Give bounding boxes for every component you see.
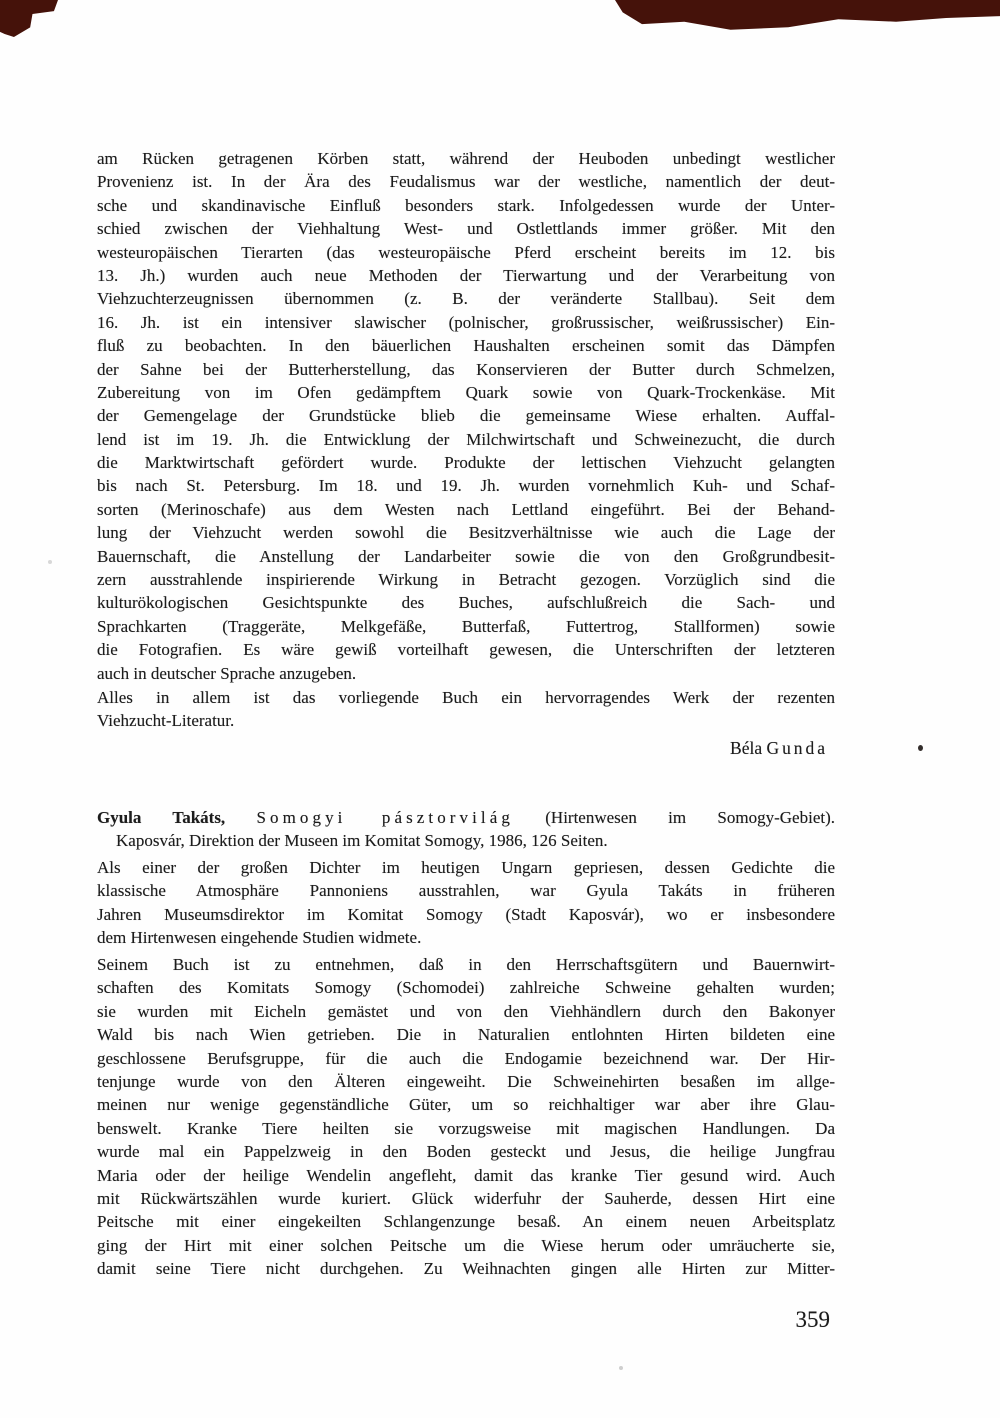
- text-line: sche und skandinavische Einfluß besonders stark. Infolgedessen wurde der Unter-: [97, 195, 835, 215]
- text-line: 16. Jh. ist ein intensiver slawischer (polnischer, großrussischer, weißrussischer) Ein-: [97, 312, 835, 332]
- text-line: der Gemengelage der Grundstücke blieb die gemeinsame Wiese erhalten. Auffal-: [97, 406, 835, 426]
- heading-line: [97, 806, 835, 829]
- text-line: wurde mal ein Pappelzweig in den Boden gesteckt und Jesus, die heilige Jungfrau: [97, 1142, 835, 1162]
- text-line: Maria oder der heilige Wendelin angefleht, damit das kranke Tier gesund wird. Auch: [97, 1165, 835, 1185]
- text-line: mit Rückwärtszählen wurde kuriert. Glück widerfuhr der Sauherde, dessen Hirt eine: [97, 1188, 835, 1208]
- text-line: lend ist im 19. Jh. die Entwicklung der Milchwirtschaft und Schweinezucht, die durch: [97, 429, 835, 449]
- text-line: die Marktwirtschaft gefördert wurde. Produkte der lettischen Viehzucht gelangten: [97, 453, 835, 473]
- review-lettland-body: [97, 147, 835, 685]
- text-line: auch in deutscher Sprache anzugeben.: [97, 663, 357, 683]
- text-line: bis nach St. Petersburg. Im 18. und 19. Jh. wurden vornehmlich Kuh- und Schaf-: [97, 476, 835, 496]
- text-line: Provenienz ist. In der Ära des Feudalismus war der westliche, namentlich der deut-: [97, 172, 835, 192]
- text-line: klassische Atmosphäre Pannoniens ausstrahlen, war Gyula Takáts in früheren: [97, 881, 835, 901]
- text-line: sorten (Merinoschafe) aus dem Westen nach Lettland eingeführt. Bei der Behand-: [97, 499, 835, 519]
- book-author: Gyula Takáts,: [97, 808, 226, 827]
- review-lettland-closing: [97, 686, 835, 733]
- reviewer-signature: [97, 737, 835, 760]
- book-imprint: Kaposvár, Direktion der Museen im Komitat Somogy, 1986, 126 Seiten.: [116, 831, 608, 851]
- text-line: dem Hirtenwesen eingehende Studien widmete.: [97, 928, 422, 948]
- review-somogy-heading: [97, 806, 835, 853]
- book-title: Somogyi pásztorvilág: [256, 808, 514, 827]
- text-line: benswelt. Kranke Tiere heilten sie vorzugsweise mit magischen Handlungen. Da: [97, 1118, 835, 1138]
- text-line: fluß zu beobachten. In den bäuerlichen Haushalten erscheinen somit das Dämpfen: [97, 336, 835, 356]
- text-line: ging der Hirt mit einer solchen Peitsche um die Wiese herum oder umräucherte sie,: [97, 1235, 835, 1255]
- text-line: Jahren Museumsdirektor im Komitat Somogy (Stadt Kaposvár), wo er insbesondere: [97, 904, 835, 924]
- page-number: 359: [795, 1307, 830, 1332]
- review-somogy-para2: [97, 953, 835, 1280]
- text-line: Zubereitung von im Ofen gedämpftem Quark sowie von Quark-Trockenkäse. Mit: [97, 382, 835, 402]
- scan-speck: [619, 1366, 623, 1370]
- scan-speck: [918, 745, 923, 751]
- scan-artifact-top-left: [0, 0, 58, 37]
- book-title-translation: (Hirtenwesen im Somogy-Gebiet).: [545, 808, 835, 827]
- text-line: westeuropäischen Tierarten (das westeuropäische Pferd erscheint bereits im 12. bis: [97, 242, 835, 262]
- signature-last-name: Gunda: [766, 738, 828, 758]
- text-line: Seinem Buch ist zu entnehmen, daß in den Herrschaftsgütern und Bauernwirt-: [97, 955, 835, 974]
- review-somogy-para1: [97, 856, 835, 950]
- text-line: am Rücken getragenen Körben statt, während der Heuboden unbedingt westlicher: [97, 149, 835, 168]
- scan-artifact-top-right: [615, 0, 1000, 31]
- text-line: Wald bis nach Wien getrieben. Die in Naturalien entlohnten Hirten bildeten eine: [97, 1025, 835, 1045]
- text-line: Viehzuchterzeugnissen übernommen (z. B. der veränderte Stallbau). Seit dem: [97, 289, 835, 309]
- text-line: Als einer der großen Dichter im heutigen Ungarn gepriesen, dessen Gedichte die: [97, 858, 835, 877]
- text-line: schied zwischen der Viehhaltung West- und Ostlettlands immer größer. Mit den: [97, 219, 835, 239]
- text-line: 13. Jh.) wurden auch neue Methoden der Tierwartung und der Verarbeitung von: [97, 265, 835, 285]
- text-line: meinen nur wenige gegenständliche Güter, um so reichhaltiger war aber ihre Glau-: [97, 1095, 835, 1115]
- text-line: Alles in allem ist das vorliegende Buch ein hervorragendes Werk der rezenten: [97, 688, 835, 707]
- text-line: geschlossene Berufsgruppe, für die auch die Endogamie bezeichnend war. Der Hir-: [97, 1048, 835, 1068]
- text-line: kulturökologischen Gesichtspunkte des Buches, aufschlußreich die Sach- und: [97, 593, 835, 613]
- text-line: Peitsche mit einer eingekeilten Schlangenzunge besaß. An einem neuen Arbeitsplatz: [97, 1212, 835, 1232]
- text-line: Viehzucht-Literatur.: [97, 711, 235, 731]
- text-line: zern ausstrahlende inspirierende Wirkung in Betracht gezogen. Vorzüglich sind die: [97, 570, 835, 590]
- text-line: sie wurden mit Eicheln gemästet und von den Viehhändlern durch den Bakonyer: [97, 1001, 835, 1021]
- scan-speck: [48, 560, 52, 564]
- signature-first-name: Béla: [730, 738, 763, 758]
- text-line: Sprachkarten (Traggeräte, Melkgefäße, Butterfaß, Futtertrog, Stallformen) sowie: [97, 616, 835, 636]
- text-line: lung der Viehzucht werden sowohl die Besitzverhältnisse wie auch die Lage der: [97, 523, 835, 543]
- text-line: tenjunge wurde von den Älteren eingeweiht. Die Schweinehirten besaßen im allge-: [97, 1071, 835, 1091]
- text-line: Bauernschaft, die Anstellung der Landarbeiter sowie die von den Großgrundbesit-: [97, 546, 835, 566]
- text-line: schaften des Komitats Somogy (Schomodei) zahlreiche Schweine gehalten wurden;: [97, 978, 835, 998]
- text-line: der Sahne bei der Butterherstellung, das Konservieren der Butter durch Schmelzen,: [97, 359, 835, 379]
- text-line: damit seine Tiere nicht durchgehen. Zu Weihnachten gingen alle Hirten zur Mitter-: [97, 1259, 835, 1279]
- text-line: die Fotografien. Es wäre gewiß vorteilhaft gewesen, die Unterschriften der letzteren: [97, 640, 835, 660]
